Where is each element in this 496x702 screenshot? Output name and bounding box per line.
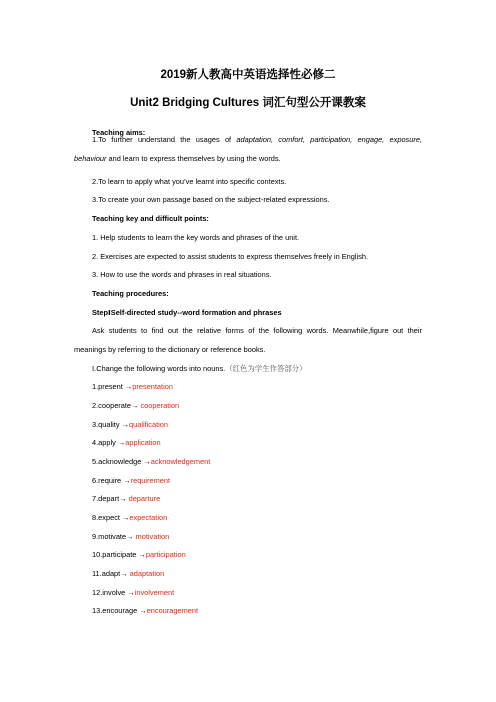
procedures-heading: Teaching procedures: bbox=[92, 289, 169, 298]
key-points-heading: Teaching key and difficult points: bbox=[92, 214, 209, 223]
list-item bbox=[92, 457, 210, 467]
item-answer: acknowledgement bbox=[150, 457, 211, 466]
item-answer: cooperation bbox=[140, 401, 180, 410]
list-item bbox=[92, 420, 168, 430]
key-point-3: 3. How to use the words and phrases in real situations. bbox=[92, 270, 272, 279]
step-1-heading: StepⅠSelf-directed study--word formation and phrases bbox=[92, 308, 282, 317]
list-item bbox=[92, 438, 161, 448]
key-point-2: 2. Exercises are expected to assist students to express themselves freely in English. bbox=[92, 252, 369, 261]
item-answer: presentation bbox=[132, 382, 173, 391]
item-answer: motivation bbox=[135, 532, 170, 541]
item-answer: expectation bbox=[129, 513, 168, 522]
item-word: 10.participate → bbox=[92, 550, 146, 559]
list-item bbox=[92, 401, 179, 411]
item-word: 11.adapt→ bbox=[92, 569, 130, 578]
list-item bbox=[92, 606, 198, 616]
item-answer: involvement bbox=[134, 588, 175, 597]
item-word: 7.depart→ bbox=[92, 494, 129, 503]
item-answer: encouragement bbox=[146, 606, 199, 615]
list-item bbox=[92, 550, 186, 560]
item-word: 3.quality → bbox=[92, 420, 129, 429]
list-item bbox=[92, 494, 160, 504]
aim-1-tail: and learn to express themselves by using the words. bbox=[106, 153, 281, 163]
item-answer: participation bbox=[145, 550, 186, 559]
list-item bbox=[92, 476, 170, 486]
item-word: 8.expect → bbox=[92, 513, 130, 522]
aim-2: 2.To learn to apply what you’ve learnt into specific contexts. bbox=[92, 177, 287, 186]
item-answer: application bbox=[125, 438, 161, 447]
item-word: 9.motivate→ bbox=[92, 532, 136, 541]
list-item bbox=[92, 532, 169, 542]
item-word: 2.cooperate→ bbox=[92, 401, 141, 410]
item-answer: qualification bbox=[128, 420, 169, 429]
item-answer: requirement bbox=[130, 476, 171, 485]
key-point-1: 1. Help students to learn the key words and phrases of the unit. bbox=[92, 233, 300, 242]
aim-3: 3.To create your own passage based on the subject-related expressions. bbox=[92, 195, 330, 204]
item-word: 12.involve → bbox=[92, 588, 135, 597]
item-word: 5.acknowledge → bbox=[92, 457, 151, 466]
task-label: Ⅰ.Change the following words into nouns. bbox=[92, 364, 226, 373]
item-word: 4.apply → bbox=[92, 438, 126, 447]
item-answer: departure bbox=[128, 494, 161, 503]
aim-1-lead: 1.To further understand the usages of bbox=[92, 135, 237, 144]
teaching-aims-heading: Teaching aims: bbox=[92, 128, 146, 137]
list-item bbox=[92, 382, 173, 392]
list-item bbox=[92, 513, 167, 523]
document-title-unit: Unit2 Bridging Cultures 词汇句型公开课教案 bbox=[130, 97, 366, 109]
item-word: 6.require → bbox=[92, 476, 131, 485]
item-answer: adaptation bbox=[129, 569, 165, 578]
list-item bbox=[92, 588, 174, 598]
task-instruction bbox=[92, 364, 307, 374]
list-item bbox=[92, 569, 164, 579]
aim-1 bbox=[74, 131, 422, 168]
document-title-chinese: 2019新人教高中英语选择性必修二 bbox=[160, 69, 336, 81]
item-word: 13.encourage → bbox=[92, 606, 147, 615]
item-word: 1.present → bbox=[92, 382, 133, 391]
task-note: （红色为学生作答部分） bbox=[225, 364, 307, 373]
aim-1-words: adaptation, comfort, participation, engage, exposure, behaviour bbox=[74, 135, 422, 163]
step-1-instructions: Ask students to find out the relative forms of the following words. Meanwhile,figure out their meanings by referring to the dictionary or reference books. bbox=[74, 326, 422, 354]
